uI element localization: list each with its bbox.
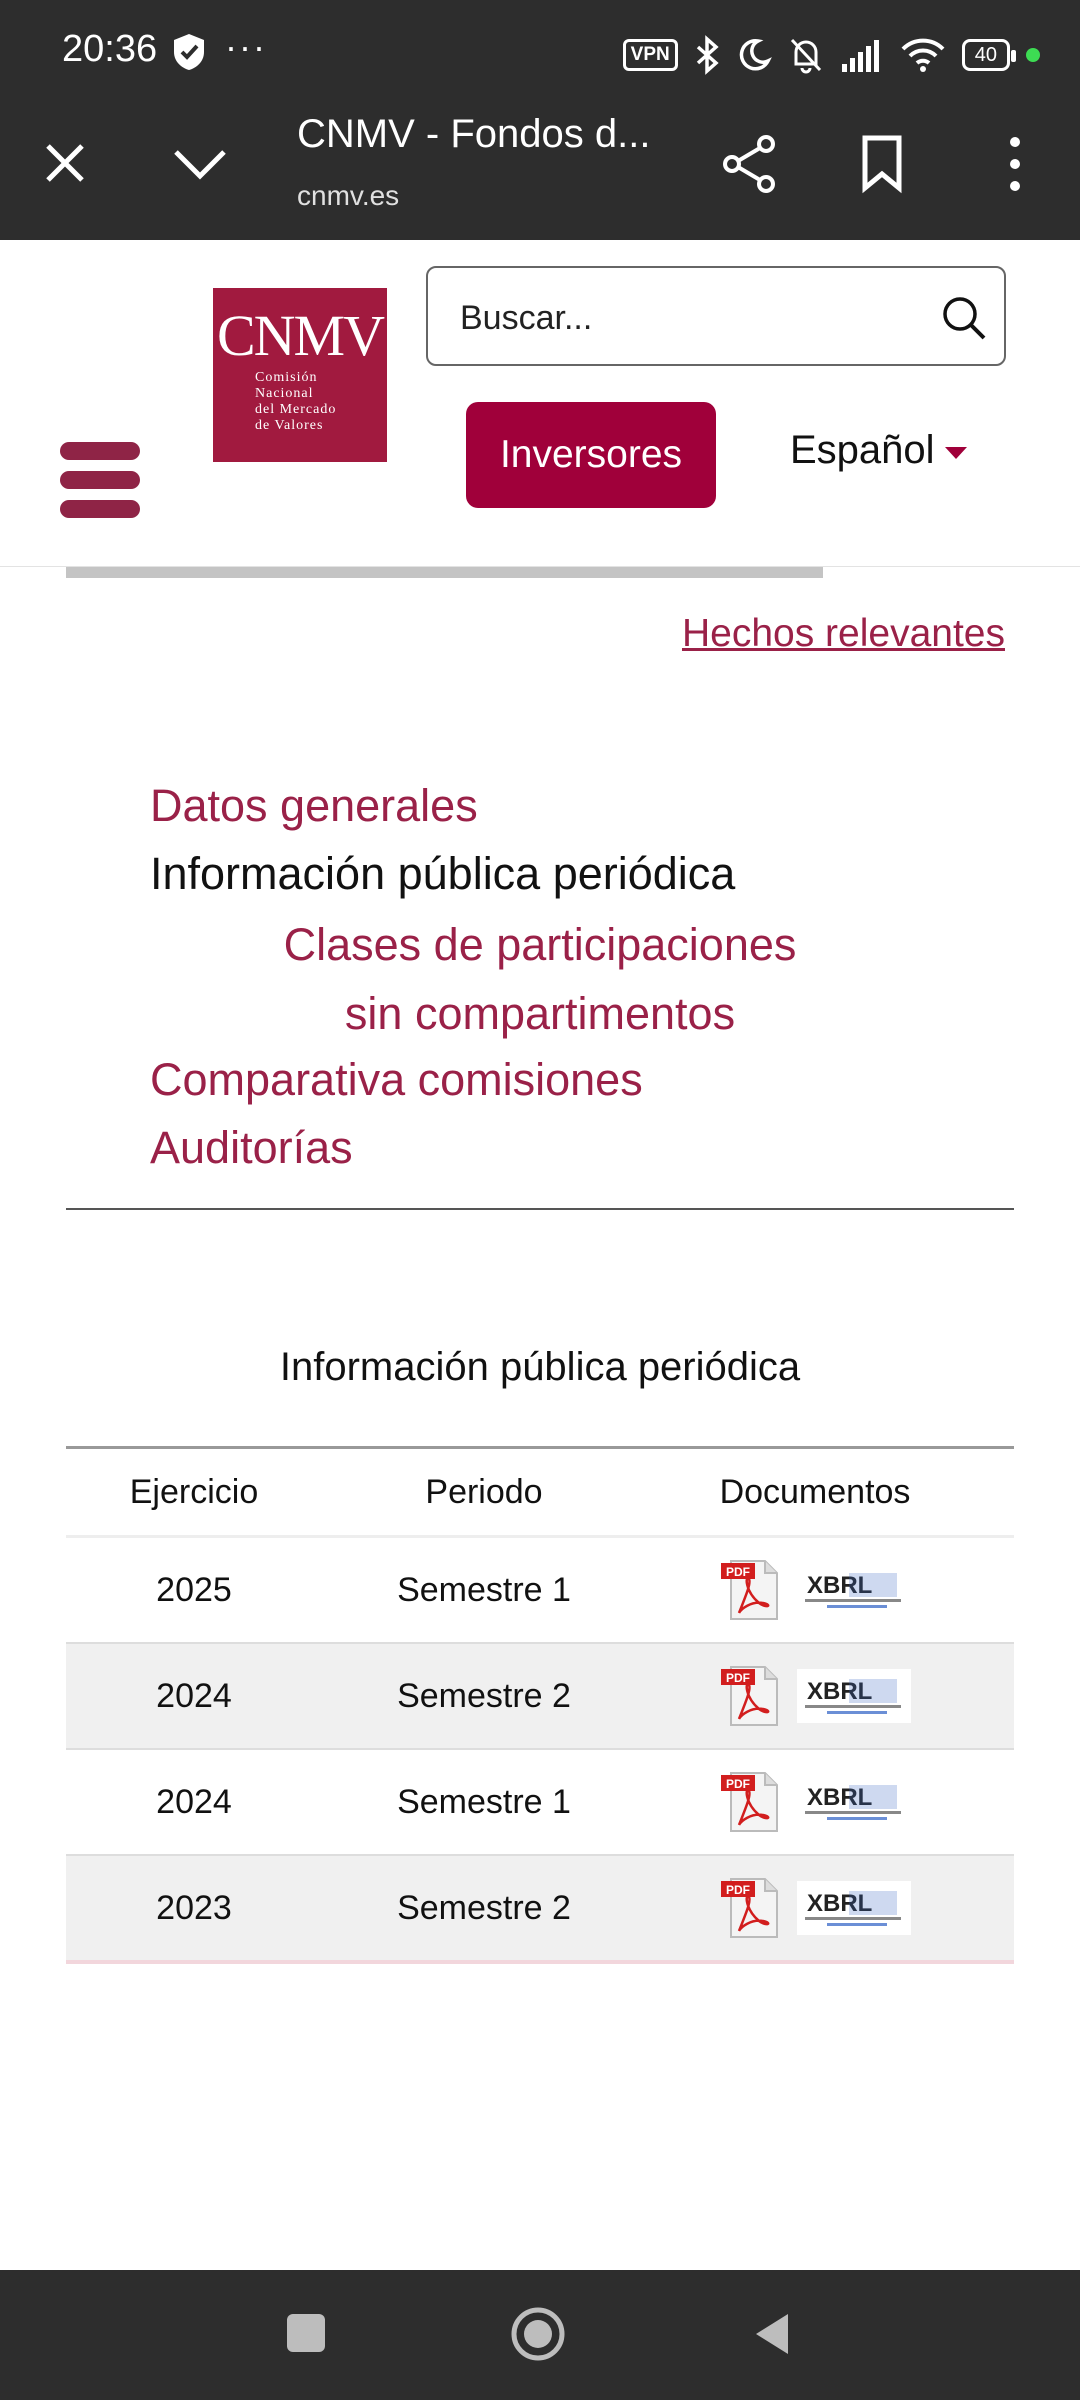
inversores-button[interactable]: Inversores xyxy=(466,402,716,508)
nav-datos-generales[interactable]: Datos generales xyxy=(150,780,478,831)
svg-text:PDF: PDF xyxy=(726,1777,750,1791)
nav-clases-participaciones[interactable]: Clases de participaciones sin compartimentos xyxy=(283,919,797,1039)
hamburger-menu-icon[interactable] xyxy=(60,442,140,522)
cell-ejercicio: 2024 xyxy=(156,1782,232,1821)
table-row xyxy=(66,1644,1014,1750)
xbrl-icon[interactable] xyxy=(797,1563,911,1617)
svg-text:PDF: PDF xyxy=(726,1565,750,1579)
wifi-icon xyxy=(900,37,946,73)
nav-informacion-publica-periodica[interactable]: Información pública periódica xyxy=(150,848,736,899)
cell-periodo: Semestre 1 xyxy=(397,1570,571,1609)
status-time: 20:36 xyxy=(62,28,158,70)
svg-text:XBRL: XBRL xyxy=(807,1678,873,1705)
cell-documentos xyxy=(646,1663,1014,1729)
chevron-down-icon[interactable] xyxy=(170,138,230,188)
close-icon[interactable] xyxy=(40,138,90,188)
nav-comparativa-comisiones[interactable]: Comparativa comisiones xyxy=(150,1054,643,1105)
cell-documentos xyxy=(646,1557,1014,1623)
header-ejercicio: Ejercicio xyxy=(129,1472,259,1511)
signal-icon xyxy=(840,38,884,72)
xbrl-icon[interactable] xyxy=(797,1881,911,1935)
home-icon[interactable] xyxy=(510,2306,566,2362)
cell-ejercicio: 2025 xyxy=(156,1570,232,1609)
cnmv-logo[interactable] xyxy=(213,288,387,462)
cell-ejercicio: 2024 xyxy=(156,1676,232,1715)
language-selector[interactable] xyxy=(790,428,967,473)
header-documentos: Documentos xyxy=(719,1472,911,1511)
cell-documentos xyxy=(646,1769,1014,1835)
svg-text:PDF: PDF xyxy=(726,1883,750,1897)
table-row xyxy=(66,1750,1014,1856)
horizontal-scrollbar[interactable] xyxy=(66,567,823,578)
table-row xyxy=(66,1856,1014,1964)
browser-toolbar xyxy=(0,108,1080,240)
status-more-dots: ··· xyxy=(225,26,267,67)
recents-icon[interactable] xyxy=(287,2314,325,2352)
xbrl-icon[interactable] xyxy=(797,1775,911,1829)
system-nav-bar xyxy=(0,2270,1080,2400)
shield-icon xyxy=(172,32,206,72)
privacy-indicator-dot xyxy=(1026,48,1040,62)
svg-text:XBRL: XBRL xyxy=(807,1572,873,1599)
svg-text:PDF: PDF xyxy=(726,1671,750,1685)
pdf-icon[interactable] xyxy=(719,1663,783,1729)
pdf-icon[interactable] xyxy=(719,1875,783,1941)
cell-ejercicio: 2023 xyxy=(156,1888,232,1927)
table-header xyxy=(66,1446,1014,1538)
status-icons xyxy=(623,30,1040,80)
caret-down-icon xyxy=(945,447,967,459)
header-periodo: Periodo xyxy=(425,1472,543,1511)
vpn-icon: VPN xyxy=(623,39,678,71)
svg-text:XBRL: XBRL xyxy=(807,1890,873,1917)
status-bar xyxy=(0,0,1080,108)
bluetooth-icon xyxy=(694,35,720,75)
more-vert-icon[interactable] xyxy=(1000,134,1030,194)
language-label: Español xyxy=(790,428,935,472)
nav-auditorias[interactable]: Auditorías xyxy=(150,1122,353,1173)
logo-text: CNMV xyxy=(216,303,384,368)
page-url: cnmv.es xyxy=(297,180,400,211)
xbrl-icon[interactable] xyxy=(797,1669,911,1723)
back-icon[interactable] xyxy=(752,2310,792,2358)
cell-documentos xyxy=(646,1875,1014,1941)
search-box xyxy=(426,266,1006,366)
cell-periodo: Semestre 2 xyxy=(397,1676,571,1715)
search-icon[interactable] xyxy=(938,292,990,344)
pdf-icon[interactable] xyxy=(719,1769,783,1835)
bell-off-icon xyxy=(788,36,824,74)
hechos-relevantes-link[interactable]: Hechos relevantes xyxy=(681,612,1005,655)
logo-subtitle: Comisión Nacional del Mercado de Valores xyxy=(255,370,337,433)
bookmark-icon[interactable] xyxy=(860,134,904,194)
table-row xyxy=(66,1538,1014,1644)
share-icon[interactable] xyxy=(720,134,780,194)
section-divider xyxy=(66,1208,1014,1210)
cell-periodo: Semestre 2 xyxy=(397,1888,571,1927)
cell-periodo: Semestre 1 xyxy=(397,1782,571,1821)
table-title: Información pública periódica xyxy=(279,1345,801,1389)
page-title: CNMV - Fondos d... xyxy=(297,112,651,156)
svg-text:XBRL: XBRL xyxy=(807,1784,873,1811)
battery-icon: 40 xyxy=(962,39,1010,71)
search-input[interactable] xyxy=(458,292,922,344)
site-header xyxy=(0,240,1080,567)
periodic-info-table xyxy=(66,1446,1014,1964)
moon-icon xyxy=(736,37,772,73)
pdf-icon[interactable] xyxy=(719,1557,783,1623)
